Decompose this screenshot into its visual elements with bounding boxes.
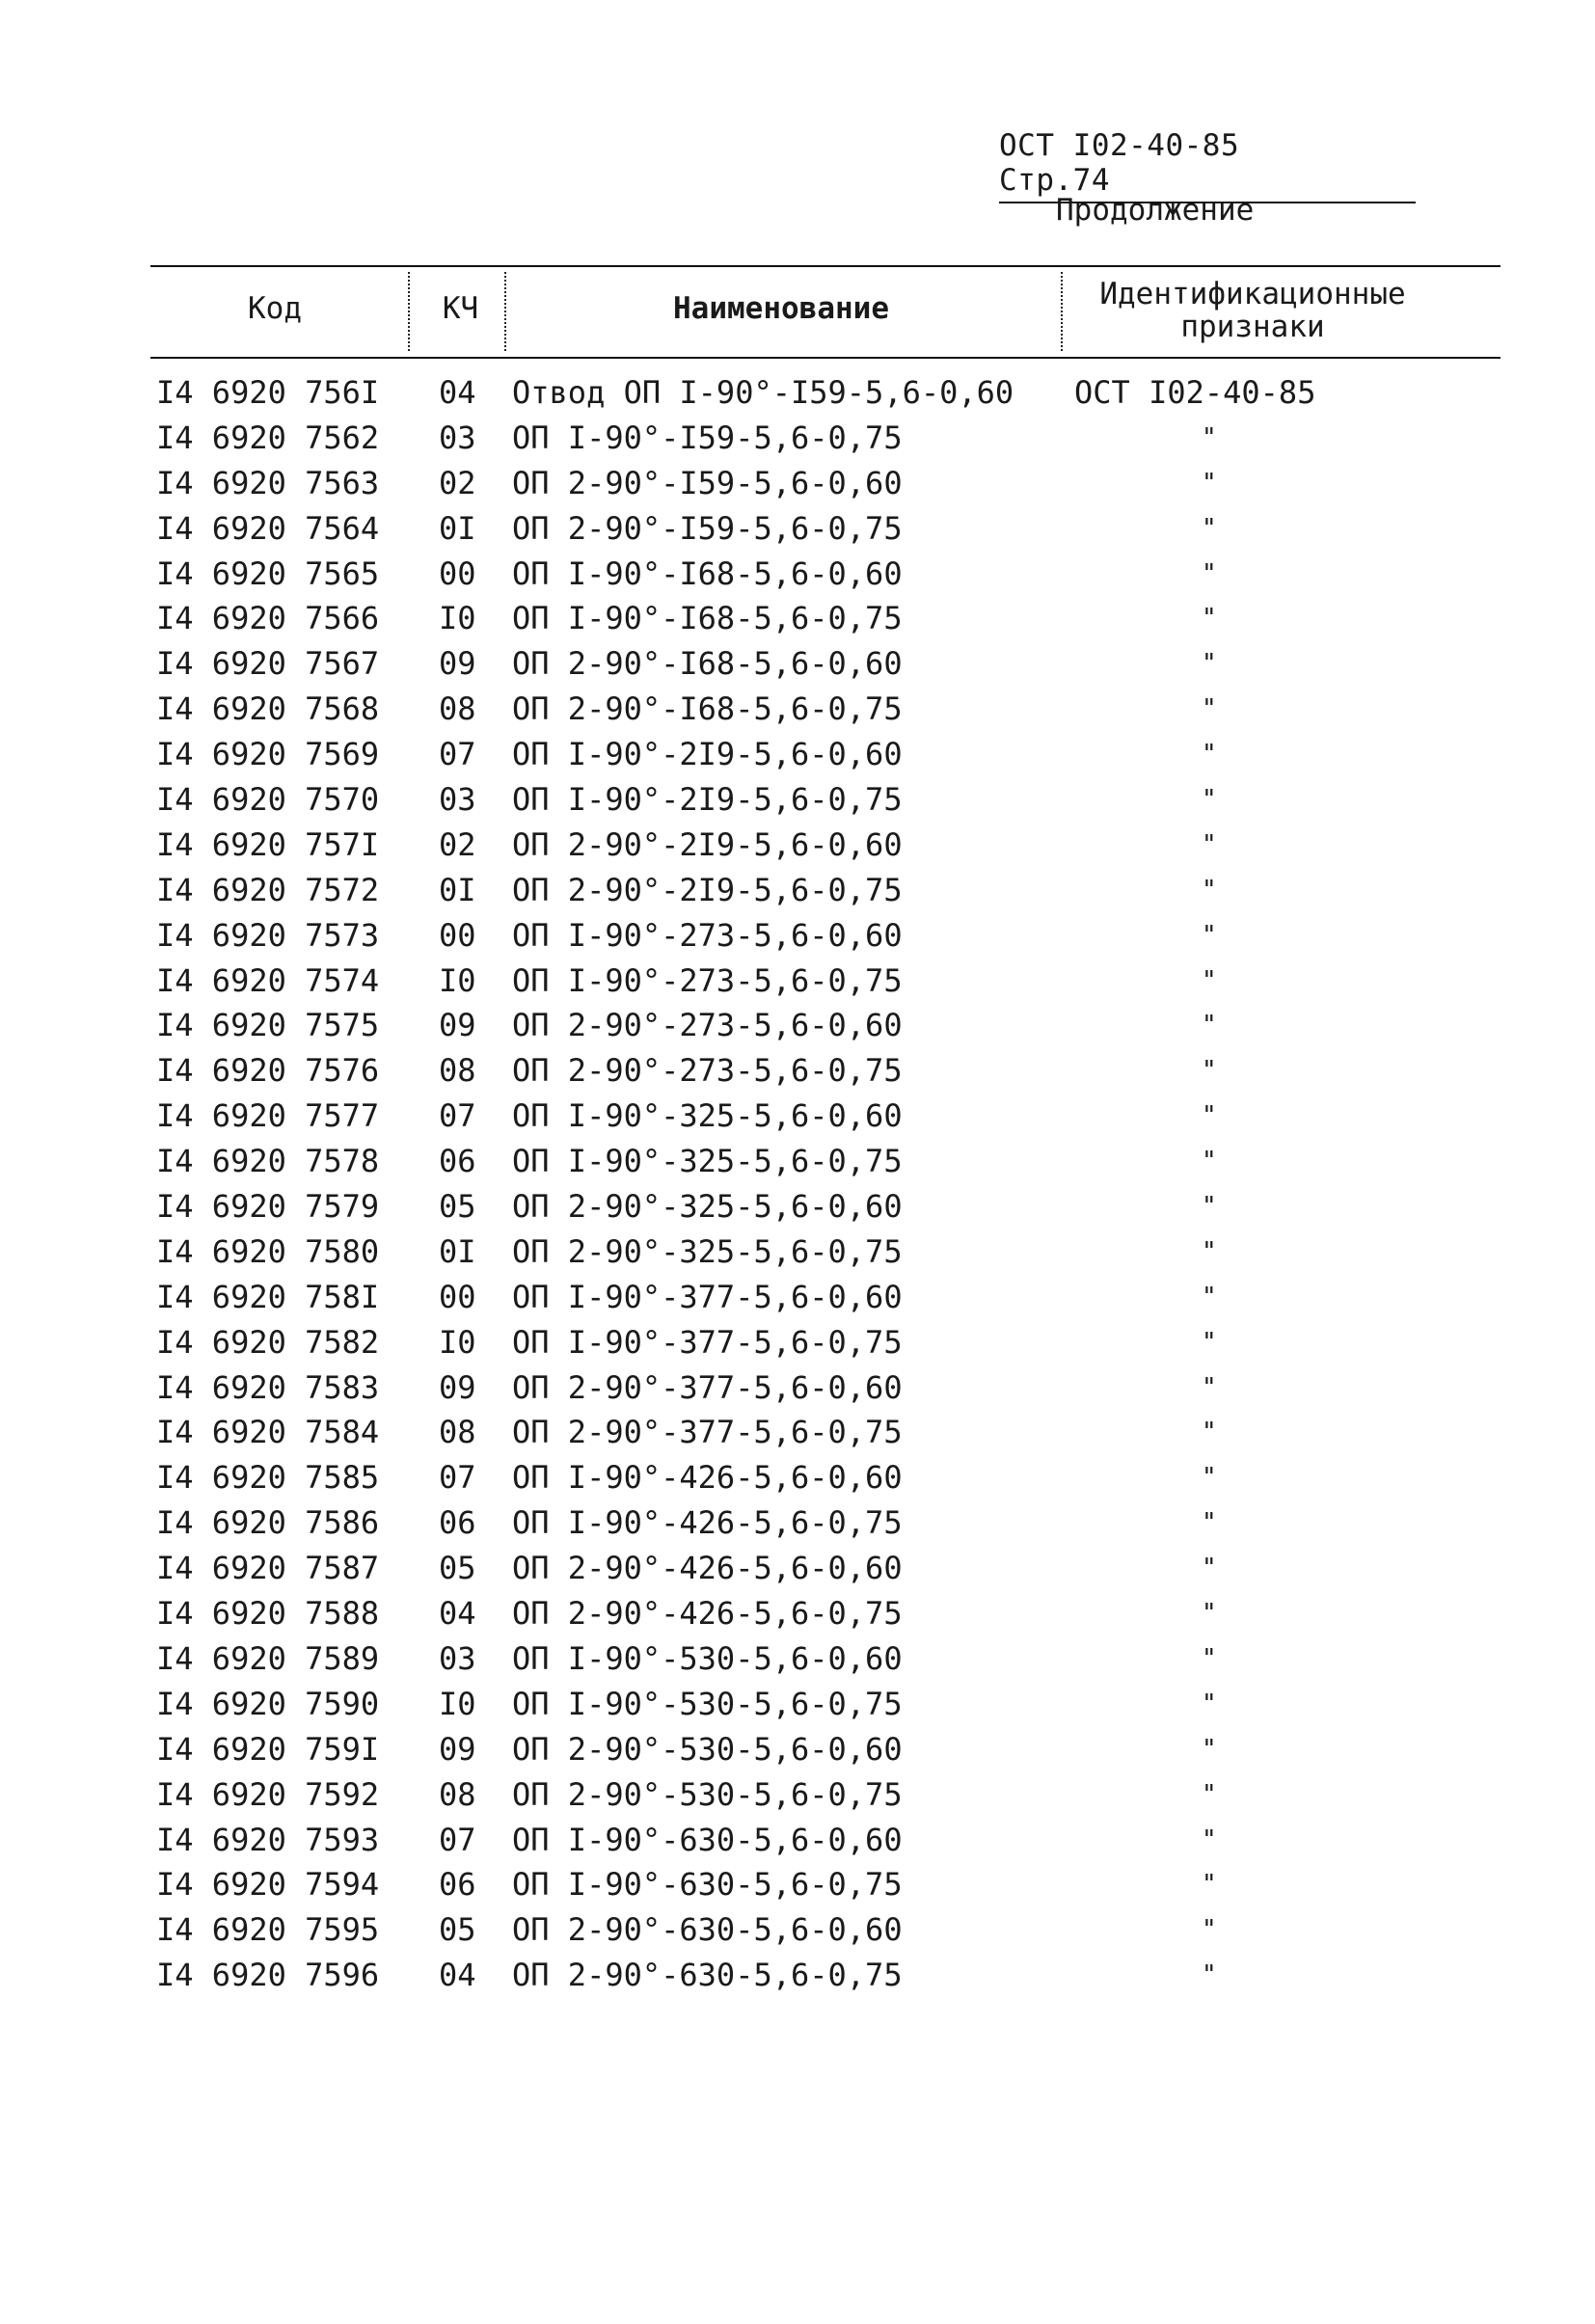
table-row [0, 959, 1595, 1004]
identification-cell: " [1202, 920, 1217, 950]
name-cell: ОП 2-90°-2I9-5,6-0,75 [512, 871, 903, 908]
kch-cell: 08 [439, 1775, 476, 1813]
name-cell: ОП I-90°-325-5,6-0,75 [512, 1143, 903, 1180]
name-cell: ОП I-90°-273-5,6-0,75 [512, 961, 903, 999]
code-cell: I4 6920 7589 [156, 1639, 380, 1677]
kch-cell: 04 [439, 1957, 476, 1994]
code-cell: I4 6920 7566 [156, 600, 380, 637]
identification-cell: " [1202, 1779, 1217, 1809]
name-cell: ОП I-90°-2I9-5,6-0,75 [512, 781, 903, 819]
identification-cell: " [1202, 1372, 1217, 1402]
identification-cell: " [1202, 1915, 1217, 1945]
table-header-rule [150, 357, 1500, 359]
name-cell: ОП 2-90°-530-5,6-0,75 [512, 1775, 903, 1813]
code-cell: I4 6920 759I [156, 1730, 380, 1768]
name-cell: ОП I-90°-530-5,6-0,60 [512, 1639, 903, 1677]
identification-cell: ОСТ I02-40-85 [1074, 374, 1316, 411]
code-cell: I4 6920 756I [156, 374, 380, 411]
continuation-label: Продолжение [1056, 193, 1255, 228]
code-cell: I4 6920 7596 [156, 1957, 380, 1994]
document-id: ОСТ I02-40-85 [999, 128, 1240, 163]
identification-cell: " [1202, 1554, 1217, 1583]
name-cell: ОП I-90°-426-5,6-0,75 [512, 1504, 903, 1542]
table-row [0, 1410, 1595, 1455]
table-row [0, 1682, 1595, 1727]
name-cell: ОП I-90°-273-5,6-0,60 [512, 916, 903, 954]
kch-cell: 06 [439, 1143, 476, 1180]
kch-cell: I0 [439, 961, 476, 999]
table-row [0, 1727, 1595, 1772]
table-row [0, 1320, 1595, 1365]
kch-cell: 07 [439, 1821, 476, 1858]
table-body [0, 370, 1595, 1998]
identification-cell: " [1202, 558, 1217, 588]
table-row [0, 687, 1595, 732]
column-header-code: Код [248, 291, 302, 326]
code-cell: I4 6920 7584 [156, 1414, 380, 1451]
kch-cell: 0I [439, 871, 476, 908]
name-cell: ОП 2-90°-377-5,6-0,75 [512, 1414, 903, 1451]
code-cell: I4 6920 7572 [156, 871, 380, 908]
identification-cell: " [1202, 785, 1217, 815]
kch-cell: 03 [439, 1639, 476, 1677]
name-cell: ОП I-90°-426-5,6-0,60 [512, 1459, 903, 1497]
name-cell: ОП 2-90°-630-5,6-0,75 [512, 1957, 903, 1994]
kch-cell: 06 [439, 1866, 476, 1904]
kch-cell: 0I [439, 509, 476, 547]
identification-cell: " [1202, 1960, 1217, 1990]
table-row [0, 913, 1595, 959]
kch-cell: 08 [439, 1414, 476, 1451]
kch-cell: 09 [439, 1368, 476, 1406]
name-cell: ОП 2-90°-325-5,6-0,75 [512, 1232, 903, 1270]
name-cell: ОП I-90°-630-5,6-0,75 [512, 1866, 903, 1904]
code-cell: I4 6920 7592 [156, 1775, 380, 1813]
identification-cell: " [1202, 829, 1217, 859]
table-row [0, 1953, 1595, 1998]
code-cell: I4 6920 7564 [156, 509, 380, 547]
name-cell: ОП I-90°-377-5,6-0,60 [512, 1278, 903, 1315]
kch-cell: 09 [439, 1007, 476, 1044]
table-top-rule [150, 265, 1500, 267]
table-row [0, 1048, 1595, 1094]
kch-cell: I0 [439, 1685, 476, 1722]
kch-cell: 07 [439, 1459, 476, 1497]
code-cell: I4 6920 7569 [156, 736, 380, 773]
name-cell: ОП 2-90°-2I9-5,6-0,60 [512, 825, 903, 863]
table-row [0, 506, 1595, 552]
name-cell: ОП 2-90°-I68-5,6-0,75 [512, 690, 903, 728]
table-row [0, 596, 1595, 641]
code-cell: I4 6920 7578 [156, 1143, 380, 1180]
column-divider [504, 272, 506, 351]
table-row [0, 1275, 1595, 1320]
identification-cell: " [1202, 1508, 1217, 1538]
name-cell: ОП I-90°-325-5,6-0,60 [512, 1097, 903, 1135]
identification-cell: " [1202, 1327, 1217, 1357]
name-cell: ОП I-90°-377-5,6-0,75 [512, 1323, 903, 1361]
kch-cell: 00 [439, 554, 476, 592]
kch-cell: 05 [439, 1911, 476, 1949]
column-header-identification-line1: Идентификационные [1099, 277, 1406, 311]
column-header-identification [1072, 278, 1433, 343]
identification-cell: " [1202, 1192, 1217, 1222]
name-cell: ОП I-90°-I68-5,6-0,60 [512, 554, 903, 592]
table-row [0, 777, 1595, 823]
page-number: Стр.74 [999, 163, 1110, 198]
name-cell: ОП I-90°-I68-5,6-0,75 [512, 600, 903, 637]
name-cell: ОП 2-90°-I68-5,6-0,60 [512, 645, 903, 683]
table-row [0, 1230, 1595, 1275]
column-header-kch: КЧ [442, 291, 479, 326]
code-cell: I4 6920 7576 [156, 1052, 380, 1090]
code-cell: I4 6920 7595 [156, 1911, 380, 1949]
name-cell: ОП 2-90°-630-5,6-0,60 [512, 1911, 903, 1949]
code-cell: I4 6920 7577 [156, 1097, 380, 1135]
table-row [0, 1772, 1595, 1818]
kch-cell: 04 [439, 374, 476, 411]
identification-cell: " [1202, 649, 1217, 679]
code-cell: I4 6920 7588 [156, 1595, 380, 1633]
kch-cell: I0 [439, 600, 476, 637]
table-row [0, 641, 1595, 687]
kch-cell: 05 [439, 1188, 476, 1226]
name-cell: ОП 2-90°-273-5,6-0,60 [512, 1007, 903, 1044]
kch-cell: 03 [439, 419, 476, 456]
table-row [0, 1818, 1595, 1863]
kch-cell: 07 [439, 1097, 476, 1135]
identification-cell: " [1202, 1101, 1217, 1131]
kch-cell: 00 [439, 1278, 476, 1315]
kch-cell: 08 [439, 1052, 476, 1090]
identification-cell: " [1202, 740, 1217, 770]
kch-cell: 02 [439, 464, 476, 501]
name-cell: ОП 2-90°-273-5,6-0,75 [512, 1052, 903, 1090]
code-cell: I4 6920 7570 [156, 781, 380, 819]
column-divider [1061, 272, 1063, 351]
table-row [0, 1455, 1595, 1500]
identification-cell: " [1202, 1870, 1217, 1900]
code-cell: I4 6920 7573 [156, 916, 380, 954]
column-divider [408, 272, 410, 351]
identification-cell: " [1202, 1689, 1217, 1718]
table-row [0, 461, 1595, 506]
code-cell: I4 6920 7575 [156, 1007, 380, 1044]
table-row [0, 732, 1595, 777]
table-row [0, 868, 1595, 913]
code-cell: I4 6920 7587 [156, 1550, 380, 1587]
name-cell: ОП 2-90°-325-5,6-0,60 [512, 1188, 903, 1226]
kch-cell: 0I [439, 1232, 476, 1270]
identification-cell: " [1202, 1056, 1217, 1086]
code-cell: I4 6920 7568 [156, 690, 380, 728]
table-row [0, 1500, 1595, 1546]
name-cell: ОП 2-90°-I59-5,6-0,60 [512, 464, 903, 501]
name-cell: ОП 2-90°-377-5,6-0,60 [512, 1368, 903, 1406]
identification-cell: " [1202, 1463, 1217, 1493]
name-cell: Отвод ОП I-90°-I59-5,6-0,60 [512, 374, 1014, 411]
identification-cell: " [1202, 422, 1217, 452]
code-cell: I4 6920 7583 [156, 1368, 380, 1406]
table-row [0, 552, 1595, 597]
table-row [0, 1365, 1595, 1411]
table-row [0, 1184, 1595, 1230]
table-row [0, 1862, 1595, 1907]
identification-cell: " [1202, 875, 1217, 905]
kch-cell: 09 [439, 645, 476, 683]
identification-cell: " [1202, 1236, 1217, 1266]
name-cell: ОП 2-90°-426-5,6-0,60 [512, 1550, 903, 1587]
identification-cell: " [1202, 1734, 1217, 1764]
column-header-name: Наименование [673, 291, 889, 326]
code-cell: I4 6920 757I [156, 825, 380, 863]
code-cell: I4 6920 758I [156, 1278, 380, 1315]
code-cell: I4 6920 7563 [156, 464, 380, 501]
table-row [0, 370, 1595, 416]
code-cell: I4 6920 7580 [156, 1232, 380, 1270]
code-cell: I4 6920 7593 [156, 1821, 380, 1858]
kch-cell: 02 [439, 825, 476, 863]
code-cell: I4 6920 7567 [156, 645, 380, 683]
name-cell: ОП I-90°-630-5,6-0,60 [512, 1821, 903, 1858]
code-cell: I4 6920 7565 [156, 554, 380, 592]
name-cell: ОП I-90°-2I9-5,6-0,60 [512, 736, 903, 773]
name-cell: ОП I-90°-I59-5,6-0,75 [512, 419, 903, 456]
code-cell: I4 6920 7579 [156, 1188, 380, 1226]
identification-cell: " [1202, 1824, 1217, 1854]
kch-cell: 08 [439, 690, 476, 728]
table-row [0, 823, 1595, 868]
table-row [0, 1003, 1595, 1048]
code-cell: I4 6920 7582 [156, 1323, 380, 1361]
kch-cell: I0 [439, 1323, 476, 1361]
code-cell: I4 6920 7574 [156, 961, 380, 999]
identification-cell: " [1202, 513, 1217, 543]
table-row [0, 1907, 1595, 1953]
kch-cell: 04 [439, 1595, 476, 1633]
identification-cell: " [1202, 965, 1217, 995]
kch-cell: 00 [439, 916, 476, 954]
kch-cell: 05 [439, 1550, 476, 1587]
table-row [0, 416, 1595, 461]
table-row [0, 1139, 1595, 1184]
column-header-identification-line2: признаки [1180, 310, 1325, 344]
identification-cell: " [1202, 1599, 1217, 1629]
identification-cell: " [1202, 694, 1217, 724]
kch-cell: 06 [439, 1504, 476, 1542]
identification-cell: " [1202, 1418, 1217, 1447]
code-cell: I4 6920 7594 [156, 1866, 380, 1904]
name-cell: ОП 2-90°-530-5,6-0,60 [512, 1730, 903, 1768]
table-row [0, 1636, 1595, 1682]
identification-cell: " [1202, 1643, 1217, 1673]
identification-cell: " [1202, 1282, 1217, 1311]
code-cell: I4 6920 7590 [156, 1685, 380, 1722]
kch-cell: 07 [439, 736, 476, 773]
table-row [0, 1546, 1595, 1591]
code-cell: I4 6920 7562 [156, 419, 380, 456]
name-cell: ОП I-90°-530-5,6-0,75 [512, 1685, 903, 1722]
identification-cell: " [1202, 468, 1217, 498]
name-cell: ОП 2-90°-I59-5,6-0,75 [512, 509, 903, 547]
kch-cell: 03 [439, 781, 476, 819]
table-row [0, 1094, 1595, 1139]
identification-cell: " [1202, 1147, 1217, 1176]
code-cell: I4 6920 7586 [156, 1504, 380, 1542]
code-cell: I4 6920 7585 [156, 1459, 380, 1497]
kch-cell: 09 [439, 1730, 476, 1768]
name-cell: ОП 2-90°-426-5,6-0,75 [512, 1595, 903, 1633]
table-row [0, 1591, 1595, 1636]
identification-cell: " [1202, 604, 1217, 634]
identification-cell: " [1202, 1011, 1217, 1040]
